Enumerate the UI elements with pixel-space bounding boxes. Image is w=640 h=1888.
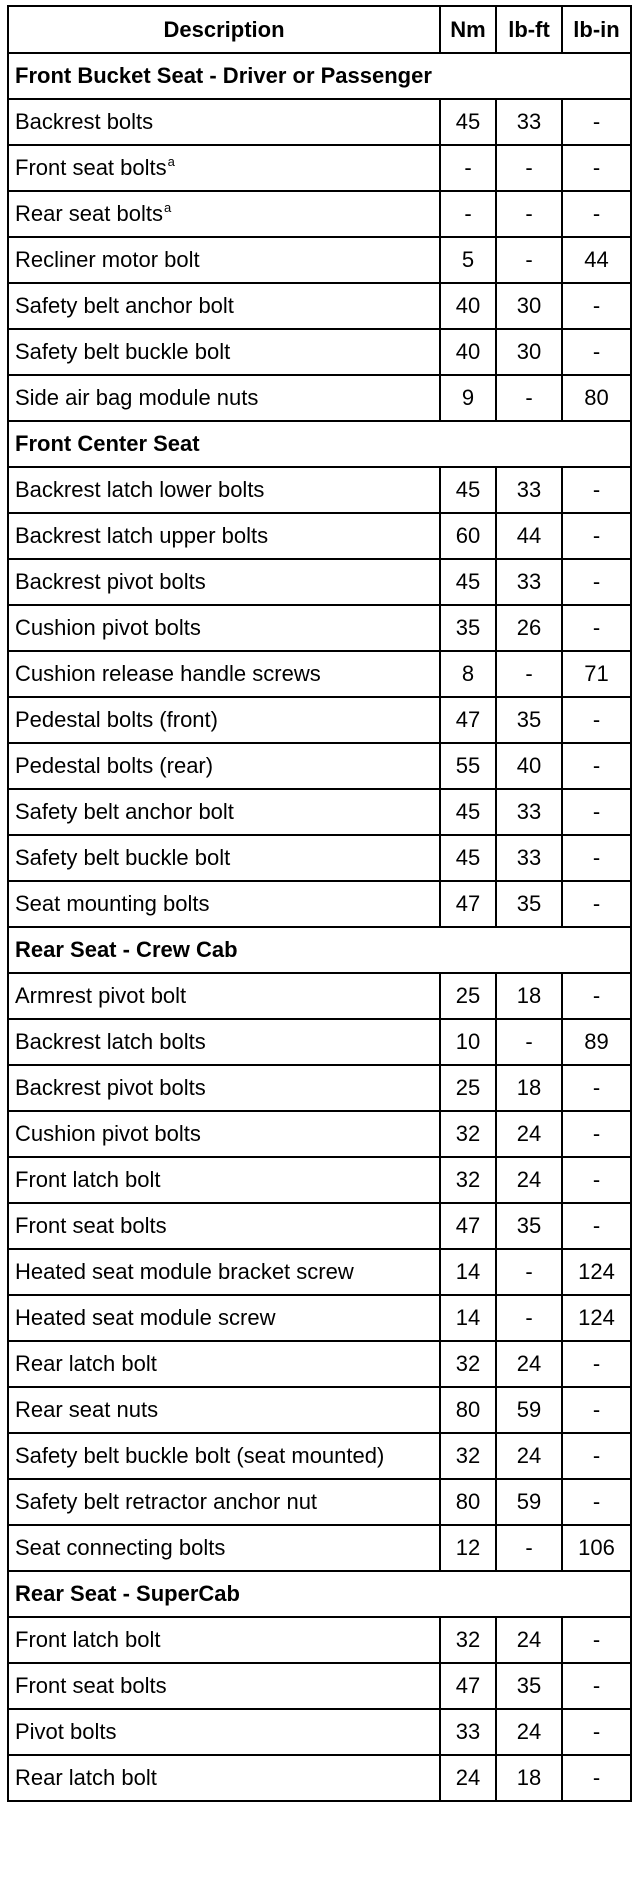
section-row bbox=[8, 421, 631, 467]
table-row bbox=[8, 1387, 631, 1433]
row-description-text: Seat mounting bolts bbox=[15, 891, 210, 916]
row-description-text: Pedestal bolts (rear) bbox=[15, 753, 214, 778]
row-description-text: Backrest latch upper bolts bbox=[15, 523, 269, 548]
cell-lbin: - bbox=[562, 1663, 631, 1709]
cell-lbin: 124 bbox=[562, 1249, 631, 1295]
row-description bbox=[8, 1617, 440, 1663]
row-description bbox=[8, 329, 440, 375]
cell-nm: 45 bbox=[440, 789, 496, 835]
cell-nm: 45 bbox=[440, 99, 496, 145]
cell-nm: 8 bbox=[440, 651, 496, 697]
cell-lbin: - bbox=[562, 697, 631, 743]
cell-lbft: 24 bbox=[496, 1617, 562, 1663]
table-row bbox=[8, 743, 631, 789]
cell-lbft: 59 bbox=[496, 1479, 562, 1525]
table-row bbox=[8, 283, 631, 329]
row-description bbox=[8, 375, 440, 421]
table-row bbox=[8, 1433, 631, 1479]
cell-lbft: 35 bbox=[496, 1203, 562, 1249]
row-description-text: Safety belt buckle bolt (seat mounted) bbox=[15, 1443, 385, 1468]
row-description bbox=[8, 1341, 440, 1387]
cell-nm: 40 bbox=[440, 329, 496, 375]
cell-nm: 47 bbox=[440, 697, 496, 743]
header-description: Description bbox=[8, 6, 440, 53]
row-description-text: Seat connecting bolts bbox=[15, 1535, 226, 1560]
table-row bbox=[8, 1341, 631, 1387]
header-nm: Nm bbox=[440, 6, 496, 53]
table-row bbox=[8, 1019, 631, 1065]
cell-lbft: 35 bbox=[496, 881, 562, 927]
cell-nm: 45 bbox=[440, 467, 496, 513]
cell-lbft: 24 bbox=[496, 1157, 562, 1203]
table-row bbox=[8, 1065, 631, 1111]
cell-nm: 10 bbox=[440, 1019, 496, 1065]
row-description bbox=[8, 651, 440, 697]
row-description-text: Safety belt anchor bolt bbox=[15, 799, 234, 824]
cell-lbin: - bbox=[562, 559, 631, 605]
row-description-text: Backrest pivot bolts bbox=[15, 569, 206, 594]
row-description bbox=[8, 145, 440, 191]
row-description-text: Pivot bolts bbox=[15, 1719, 117, 1744]
cell-nm: 60 bbox=[440, 513, 496, 559]
table-row bbox=[8, 375, 631, 421]
cell-lbft: - bbox=[496, 651, 562, 697]
cell-lbin: - bbox=[562, 513, 631, 559]
cell-lbft: 35 bbox=[496, 697, 562, 743]
cell-lbin: - bbox=[562, 1755, 631, 1801]
row-description bbox=[8, 467, 440, 513]
cell-nm: 55 bbox=[440, 743, 496, 789]
header-lbin: lb-in bbox=[562, 6, 631, 53]
cell-lbft: - bbox=[496, 191, 562, 237]
section-row bbox=[8, 1571, 631, 1617]
cell-lbin: - bbox=[562, 467, 631, 513]
table-row bbox=[8, 1525, 631, 1571]
section-row bbox=[8, 927, 631, 973]
row-description-text: Heated seat module bracket screw bbox=[15, 1259, 354, 1284]
row-description bbox=[8, 973, 440, 1019]
table-row bbox=[8, 605, 631, 651]
cell-lbft: 24 bbox=[496, 1111, 562, 1157]
cell-lbft: 24 bbox=[496, 1709, 562, 1755]
cell-lbft: 33 bbox=[496, 99, 562, 145]
row-description bbox=[8, 1019, 440, 1065]
row-description-text: Front seat bolts bbox=[15, 1213, 167, 1238]
cell-nm: - bbox=[440, 145, 496, 191]
header-row bbox=[8, 6, 631, 53]
cell-lbin: - bbox=[562, 1433, 631, 1479]
cell-nm: 47 bbox=[440, 1203, 496, 1249]
cell-lbft: - bbox=[496, 375, 562, 421]
row-description-text: Heated seat module screw bbox=[15, 1305, 276, 1330]
table-row bbox=[8, 191, 631, 237]
row-description bbox=[8, 1479, 440, 1525]
cell-lbft: 26 bbox=[496, 605, 562, 651]
row-description bbox=[8, 559, 440, 605]
footnote-marker: a bbox=[163, 200, 172, 215]
cell-lbft: 24 bbox=[496, 1341, 562, 1387]
row-description bbox=[8, 1525, 440, 1571]
cell-lbin: - bbox=[562, 881, 631, 927]
cell-lbft: 59 bbox=[496, 1387, 562, 1433]
cell-nm: 80 bbox=[440, 1479, 496, 1525]
row-description-text: Rear latch bolt bbox=[15, 1765, 157, 1790]
row-description-text: Front latch bolt bbox=[15, 1167, 161, 1192]
torque-spec-table bbox=[7, 5, 632, 1802]
cell-lbin: - bbox=[562, 789, 631, 835]
cell-nm: 24 bbox=[440, 1755, 496, 1801]
cell-lbin: 80 bbox=[562, 375, 631, 421]
row-description bbox=[8, 1709, 440, 1755]
cell-lbin: - bbox=[562, 1065, 631, 1111]
table-row bbox=[8, 1249, 631, 1295]
cell-nm: 25 bbox=[440, 973, 496, 1019]
footnote-marker: a bbox=[167, 154, 175, 169]
table-row bbox=[8, 513, 631, 559]
row-description-text: Backrest latch bolts bbox=[15, 1029, 206, 1054]
cell-lbin: - bbox=[562, 145, 631, 191]
row-description-text: Front seat bolts bbox=[15, 155, 167, 180]
cell-lbin: - bbox=[562, 1387, 631, 1433]
row-description-text: Backrest bolts bbox=[15, 109, 154, 134]
section-heading: Front Center Seat bbox=[8, 421, 631, 467]
row-description-text: Armrest pivot bolt bbox=[15, 983, 187, 1008]
cell-nm: 5 bbox=[440, 237, 496, 283]
cell-lbft: 30 bbox=[496, 283, 562, 329]
row-description-text: Safety belt buckle bolt bbox=[15, 339, 231, 364]
table-row bbox=[8, 99, 631, 145]
row-description bbox=[8, 697, 440, 743]
row-description-text: Recliner motor bolt bbox=[15, 247, 200, 272]
table-row bbox=[8, 559, 631, 605]
row-description bbox=[8, 743, 440, 789]
row-description-text: Cushion pivot bolts bbox=[15, 615, 201, 640]
row-description bbox=[8, 237, 440, 283]
table-header bbox=[8, 6, 631, 53]
row-description-text: Side air bag module nuts bbox=[15, 385, 259, 410]
cell-nm: 14 bbox=[440, 1295, 496, 1341]
table-row bbox=[8, 973, 631, 1019]
row-description bbox=[8, 1157, 440, 1203]
cell-lbin: - bbox=[562, 283, 631, 329]
row-description bbox=[8, 789, 440, 835]
cell-lbin: - bbox=[562, 1157, 631, 1203]
cell-lbft: 18 bbox=[496, 973, 562, 1019]
header-lbft: lb-ft bbox=[496, 6, 562, 53]
cell-lbin: - bbox=[562, 99, 631, 145]
table-row bbox=[8, 467, 631, 513]
cell-nm: 32 bbox=[440, 1341, 496, 1387]
cell-lbin: 124 bbox=[562, 1295, 631, 1341]
table-body bbox=[8, 53, 631, 1801]
cell-lbft: 30 bbox=[496, 329, 562, 375]
row-description-text: Backrest pivot bolts bbox=[15, 1075, 206, 1100]
cell-lbin: - bbox=[562, 191, 631, 237]
table-row bbox=[8, 835, 631, 881]
table-row bbox=[8, 1709, 631, 1755]
row-description-text: Cushion pivot bolts bbox=[15, 1121, 201, 1146]
row-description bbox=[8, 1387, 440, 1433]
cell-lbft: 24 bbox=[496, 1433, 562, 1479]
cell-nm: 25 bbox=[440, 1065, 496, 1111]
cell-lbin: - bbox=[562, 1111, 631, 1157]
row-description-text: Rear seat nuts bbox=[15, 1397, 159, 1422]
cell-nm: 33 bbox=[440, 1709, 496, 1755]
cell-nm: 47 bbox=[440, 1663, 496, 1709]
row-description bbox=[8, 283, 440, 329]
table-row bbox=[8, 1111, 631, 1157]
row-description-text: Pedestal bolts (front) bbox=[15, 707, 218, 732]
row-description bbox=[8, 1295, 440, 1341]
cell-lbin: - bbox=[562, 1341, 631, 1387]
row-description bbox=[8, 835, 440, 881]
row-description bbox=[8, 1203, 440, 1249]
cell-lbft: 44 bbox=[496, 513, 562, 559]
cell-lbin: 106 bbox=[562, 1525, 631, 1571]
cell-nm: 32 bbox=[440, 1111, 496, 1157]
cell-lbft: 35 bbox=[496, 1663, 562, 1709]
cell-lbft: 40 bbox=[496, 743, 562, 789]
row-description bbox=[8, 1065, 440, 1111]
cell-nm: 12 bbox=[440, 1525, 496, 1571]
cell-lbin: - bbox=[562, 835, 631, 881]
cell-lbft: - bbox=[496, 1019, 562, 1065]
cell-nm: 80 bbox=[440, 1387, 496, 1433]
row-description bbox=[8, 1433, 440, 1479]
cell-nm: 9 bbox=[440, 375, 496, 421]
cell-lbin: 89 bbox=[562, 1019, 631, 1065]
cell-lbft: 18 bbox=[496, 1755, 562, 1801]
cell-lbin: - bbox=[562, 973, 631, 1019]
row-description-text: Front latch bolt bbox=[15, 1627, 161, 1652]
row-description-text: Safety belt retractor anchor nut bbox=[15, 1489, 318, 1514]
cell-lbin: - bbox=[562, 743, 631, 789]
table-row bbox=[8, 329, 631, 375]
cell-lbin: - bbox=[562, 1709, 631, 1755]
row-description-text: Rear latch bolt bbox=[15, 1351, 157, 1376]
cell-lbin: 44 bbox=[562, 237, 631, 283]
table-row bbox=[8, 651, 631, 697]
cell-nm: 40 bbox=[440, 283, 496, 329]
cell-lbft: - bbox=[496, 145, 562, 191]
section-heading: Rear Seat - SuperCab bbox=[8, 1571, 631, 1617]
cell-nm: 32 bbox=[440, 1157, 496, 1203]
cell-lbft: 33 bbox=[496, 467, 562, 513]
table-row bbox=[8, 145, 631, 191]
cell-lbin: - bbox=[562, 329, 631, 375]
cell-lbft: 33 bbox=[496, 559, 562, 605]
row-description-text: Backrest latch lower bolts bbox=[15, 477, 265, 502]
row-description bbox=[8, 1755, 440, 1801]
table-row bbox=[8, 697, 631, 743]
cell-lbft: - bbox=[496, 1525, 562, 1571]
row-description bbox=[8, 99, 440, 145]
cell-lbft: 18 bbox=[496, 1065, 562, 1111]
section-heading: Front Bucket Seat - Driver or Passenger bbox=[8, 53, 631, 99]
table-row bbox=[8, 881, 631, 927]
cell-lbin: 71 bbox=[562, 651, 631, 697]
table-row bbox=[8, 789, 631, 835]
row-description-text: Cushion release handle screws bbox=[15, 661, 321, 686]
cell-lbin: - bbox=[562, 1203, 631, 1249]
cell-nm: 35 bbox=[440, 605, 496, 651]
cell-lbin: - bbox=[562, 605, 631, 651]
cell-nm: 45 bbox=[440, 559, 496, 605]
cell-lbin: - bbox=[562, 1617, 631, 1663]
table-row bbox=[8, 1617, 631, 1663]
table-row bbox=[8, 1203, 631, 1249]
cell-lbin: - bbox=[562, 1479, 631, 1525]
cell-nm: - bbox=[440, 191, 496, 237]
row-description bbox=[8, 605, 440, 651]
cell-nm: 47 bbox=[440, 881, 496, 927]
row-description bbox=[8, 191, 440, 237]
table-row bbox=[8, 1755, 631, 1801]
table-row bbox=[8, 237, 631, 283]
row-description bbox=[8, 1663, 440, 1709]
cell-lbft: - bbox=[496, 1295, 562, 1341]
cell-lbft: - bbox=[496, 237, 562, 283]
table-row bbox=[8, 1479, 631, 1525]
cell-nm: 45 bbox=[440, 835, 496, 881]
cell-lbft: 33 bbox=[496, 835, 562, 881]
row-description-text: Front seat bolts bbox=[15, 1673, 167, 1698]
table-row bbox=[8, 1295, 631, 1341]
section-row bbox=[8, 53, 631, 99]
row-description bbox=[8, 1111, 440, 1157]
row-description-text: Rear seat bolts bbox=[15, 201, 163, 226]
row-description-text: Safety belt anchor bolt bbox=[15, 293, 234, 318]
cell-lbft: - bbox=[496, 1249, 562, 1295]
row-description bbox=[8, 881, 440, 927]
row-description bbox=[8, 1249, 440, 1295]
row-description-text: Safety belt buckle bolt bbox=[15, 845, 231, 870]
row-description bbox=[8, 513, 440, 559]
cell-nm: 14 bbox=[440, 1249, 496, 1295]
table-row bbox=[8, 1663, 631, 1709]
cell-nm: 32 bbox=[440, 1433, 496, 1479]
section-heading: Rear Seat - Crew Cab bbox=[8, 927, 631, 973]
cell-lbft: 33 bbox=[496, 789, 562, 835]
cell-nm: 32 bbox=[440, 1617, 496, 1663]
table-row bbox=[8, 1157, 631, 1203]
